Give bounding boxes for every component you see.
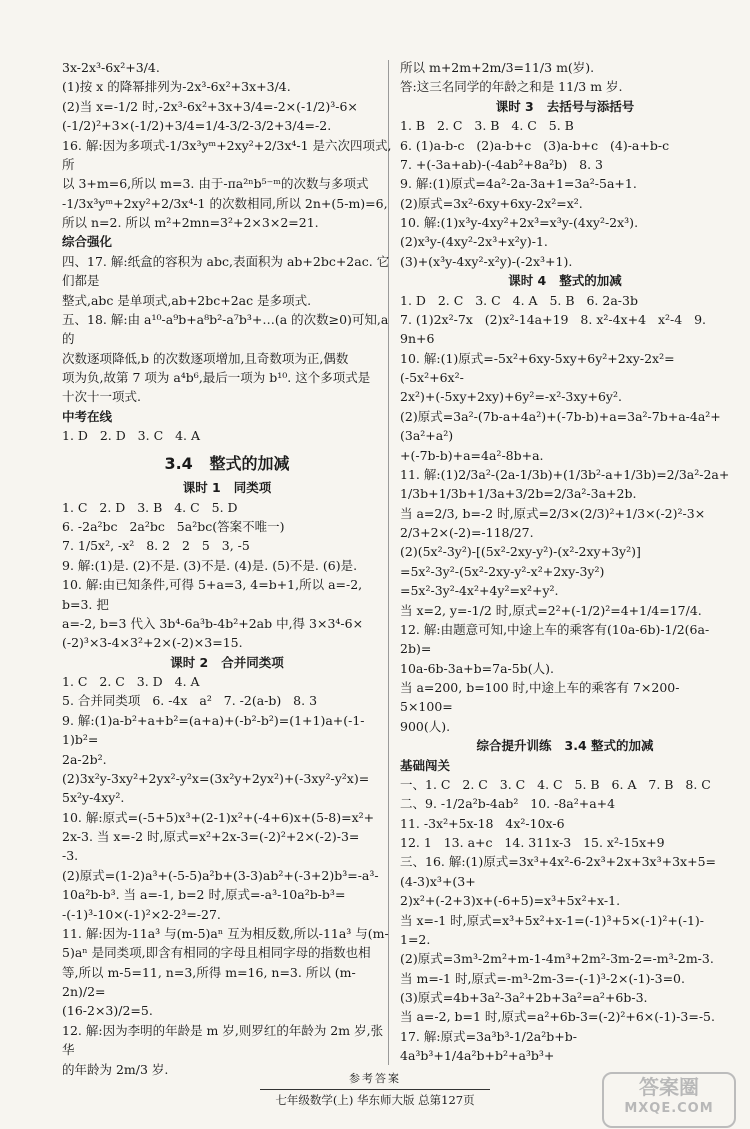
answer-line: 一、1. C 2. C 3. C 4. C 5. B 6. A 7. B 8. C	[400, 776, 711, 792]
answer-line: 1. D 2. C 3. C 4. A 5. B 6. 2a-3b	[400, 292, 638, 308]
section-label: 中考在线	[62, 408, 113, 424]
answer-line: 次数逐项降低,b 的次数逐项增加,且奇数项为正,偶数	[62, 350, 349, 366]
answer-line: 1. C 2. C 3. D 4. A	[62, 674, 200, 690]
answer-line: -3.	[62, 848, 79, 864]
answer-line: a=-2, b=3 代入 3b⁴-6a³b-4b²+2ab 中,得 3×3⁴-6×	[62, 615, 364, 631]
subsection-heading: 综合提升训练 3.4 整式的加减	[476, 738, 654, 754]
answer-line: (2)当 x=-1/2 时,-2x³-6x²+3x+3/4=-2×(-1/2)³-6×	[62, 98, 358, 114]
answer-line: 900(人).	[400, 718, 451, 734]
answer-line: (1)按 x 的降幂排列为-2x³-6x²+3x+3/4.	[62, 79, 291, 95]
subsection-heading: 课时 1 同类项	[182, 480, 272, 496]
answer-line: 五、18. 解:由 a¹⁰-a⁹b+a⁸b²-a⁷b³+…(a 的次数≥0)可知,a 的	[62, 311, 393, 347]
answer-line: 7. +(-3a+ab)-(-4ab²+8a²b) 8. 3	[400, 156, 603, 172]
answer-line: 11. -3x²+5x-18 4x²-10x-6	[400, 815, 565, 831]
right-column	[400, 58, 730, 1066]
answer-line: 10a-6b-3a+b=7a-5b(人).	[400, 660, 554, 676]
answer-line: 10. 解:(1)原式=-5x²+6xy-5xy+6y²+2xy-2x²=(-5x²+6x²-	[400, 350, 675, 385]
answer-line: (3)原式=4b+3a²-3a²+2b+3a²=a²+6b-3.	[400, 990, 648, 1005]
answer-line: 9. 解:(1)a-b²+a+b²=(a+a)+(-b²-b²)=(1+1)a+(-1-1)b²=	[62, 712, 365, 748]
answer-line: 10. 解:(1)x³y-4xy²+2x³=x³y-(4xy²-2x³).	[400, 215, 639, 230]
answer-line: 当 x=-1 时,原式=x³+5x²+x-1=(-1)³+5×(-1)²+(-1)-	[400, 912, 705, 928]
answer-line: 3x-2x³-6x²+3/4.	[62, 60, 160, 75]
answer-line: 答:这三名同学的年龄之和是 11/3 m 岁.	[400, 79, 623, 95]
answer-line: 6. -2a²bc 2a²bc 5a²bc(答案不唯一)	[62, 519, 285, 535]
watermark-url: MXQE.COM	[624, 1101, 714, 1116]
answer-line: 1=2.	[400, 931, 431, 947]
answer-line: 12. 1 13. a+c 14. 311x-3 15. x²-15x+9	[400, 835, 665, 850]
answer-line: 1. C 2. D 3. B 4. C 5. D	[62, 499, 238, 515]
answer-line: =5x²-3y²-(5x²-2xy-y²-x²+2xy-3y²)	[400, 563, 605, 579]
answer-line: (2)原式=3a²-(7b-a+4a²)+(-7b-b)+a=3a²-7b+a-4a²+(3a²+a²)	[400, 408, 721, 444]
answer-line: 11. 解:因为-11a³ 与(m-5)aⁿ 互为相反数,所以-11a³ 与(m-	[62, 925, 389, 941]
answer-line: 1. D 2. D 3. C 4. A	[62, 428, 200, 444]
answer-line: 7. (1)2x²-7x (2)x²-14a+19 8. x²-4x+4 x²-4 9. 9n+6	[400, 311, 711, 347]
answer-line: +(-7b-b)+a=4a²-8b+a.	[400, 447, 544, 463]
answer-line: 2a-2b².	[62, 751, 107, 767]
answer-line: 2x²)+(-5xy+2xy)+6y²=-x²-3xy+6y².	[400, 389, 622, 405]
answer-line: -(-1)³-10×(-1)²×2-2³=-27.	[62, 906, 221, 922]
answer-line: (2)x³y-(4xy²-2x³+x²y)-1.	[400, 234, 548, 250]
answer-line: 当 m=-1 时,原式=-m³-2m-3=-(-1)³-2×(-1)-3=0.	[400, 970, 685, 986]
answer-line: 10a²b-b³. 当 a=-1, b=2 时,原式=-a³-10a²b-b³=	[62, 887, 346, 903]
footer-page-info: 七年级数学(上) 华东师大版 总第127页	[275, 1093, 475, 1108]
answer-line: 9. 解:(1)是. (2)不是. (3)不是. (4)是. (5)不是. (6)是.	[62, 557, 358, 573]
answer-line: 10. 解:原式=(-5+5)x³+(2-1)x²+(-4+6)x+(5-8)=x²+	[62, 809, 375, 825]
answer-line: (2)原式=3x²-6xy+6xy-2x²=x².	[400, 195, 583, 211]
answer-line: (16-2×3)/2=5.	[62, 1003, 153, 1019]
answer-line: 当 a=2/3, b=-2 时,原式=2/3×(2/3)²+1/3×(-2)²-3×	[400, 505, 706, 521]
answer-line: 整式,abc 是单项式,ab+2bc+2ac 是多项式.	[62, 292, 312, 308]
answer-line: 5. 合并同类项 6. -4x a² 7. -2(a-b) 8. 3	[62, 693, 318, 709]
answer-line: 二、9. -1/2a²b-4ab² 10. -8a²+a+4	[400, 796, 616, 812]
subsection-heading: 课时 4 整式的加减	[508, 273, 622, 289]
answer-line: 当 a=-2, b=1 时,原式=a²+6b-3=(-2)²+6×(-1)-3=-5.	[400, 1009, 715, 1025]
left-column	[62, 58, 392, 1079]
answer-line: 2)x²+(-2+3)x+(-6+5)=x³+5x²+x-1.	[400, 893, 621, 909]
answer-line: 10. 解:由已知条件,可得 5+a=3, 4=b+1,所以 a=-2, b=3. 把	[62, 577, 367, 612]
answer-line: (-2)³×3-4×3²+2×(-2)×3=15.	[62, 635, 243, 651]
answer-line: 项为负,故第 7 项为 a⁴b⁶,最后一项为 b¹⁰. 这个多项式是	[62, 370, 371, 385]
footer-title: 参考答案	[349, 1072, 401, 1085]
answer-line: 当 x=2, y=-1/2 时,原式=2²+(-1/2)²=4+1/4=17/4.	[400, 602, 702, 618]
answer-line: 十次十一项式.	[62, 389, 141, 405]
answer-line: (-1/2)²+3×(-1/2)+3/4=1/4-3/2-3/2+3/4=-2.	[62, 118, 332, 134]
answer-line: 1/3b+1/3b+1/3a+3/2b=2/3a²-3a+2b.	[400, 486, 637, 502]
answer-line: 所以 n=2. 所以 m²+2mn=3²+2×3×2=21.	[62, 215, 319, 230]
answer-line: 6. (1)a-b-c (2)a-b+c (3)a-b+c (4)-a+b-c	[400, 137, 670, 153]
answer-line: 17. 解:原式=3a³b³-1/2a²b+b-4a³b³+1/4a²b+b²+a³b³+	[400, 1028, 577, 1064]
answer-line: (2)3x²y-3xy²+2yx²-y²x=(3x²y+2yx²)+(-3xy²-y²x)=	[62, 770, 370, 786]
answer-line: 5)aⁿ 是同类项,即含有相同的字母且相同字母的指数也相	[62, 945, 371, 961]
answer-line: 四、17. 解:纸盒的容积为 abc,表面积为 ab+2bc+2ac. 它们都是	[62, 253, 390, 289]
answer-line: 9. 解:(1)原式=4a²-2a-3a+1=3a²-5a+1.	[400, 176, 637, 192]
subsection-heading: 课时 2 合并同类项	[170, 654, 284, 670]
watermark-text: 答案圈	[639, 1075, 699, 1099]
footer-rule	[260, 1089, 490, 1090]
answer-line: (2)(5x²-3y²)-[(5x²-2xy-y²)-(x²-2xy+3y²)]	[400, 544, 641, 560]
answer-line: 16. 解:因为多项式-1/3x³yᵐ+2xy²+2/3x⁴-1 是六次四项式,所	[62, 137, 392, 172]
answer-line: 11. 解:(1)2/3a²-(2a-1/3b)+(1/3b²-a+1/3b)=2/3a²-2a+	[400, 466, 730, 482]
section-heading: 3.4 整式的加减	[164, 453, 290, 473]
watermark-logo	[602, 1072, 736, 1128]
subsection-heading: 课时 3 去括号与添括号	[495, 98, 635, 114]
answer-line: 以 3+m=6,所以 m=3. 由于-πa²ⁿb⁵⁻ᵐ的次数与多项式	[62, 176, 369, 192]
answer-line: 2/3+2×(-2)=-118/27.	[400, 525, 534, 540]
answer-line: 所以 m+2m+2m/3=11/3 m(岁).	[400, 60, 595, 75]
answer-line: -1/3x³yᵐ+2xy²+2/3x⁴-1 的次数相同,所以 2n+(5-m)=6,	[62, 195, 388, 211]
answer-line: 5x²y-4xy².	[62, 790, 125, 806]
answer-line: 等,所以 m-5=11, n=3,所得 m=16, n=3. 所以 (m-2n)/2=	[62, 964, 356, 1000]
answer-line: (3)+(x³y-4xy²-x²y)-(-2x³+1).	[400, 253, 573, 269]
answer-line: 12. 解:因为李明的年龄是 m 岁,则罗红的年龄为 2m 岁,张华	[62, 1022, 384, 1058]
section-label: 综合强化	[62, 234, 113, 250]
answer-line: 的年龄为 2m/3 岁.	[62, 1061, 169, 1077]
answer-line: 2x-3. 当 x=-2 时,原式=x²+2x-3=(-2)²+2×(-2)-3=	[62, 829, 360, 845]
answer-line: 12. 解:由题意可知,中途上车的乘客有(10a-6b)-1/2(6a-2b)=	[400, 621, 710, 657]
answer-line: 当 a=200, b=100 时,中途上车的乘客有 7×200-5×100=	[400, 680, 680, 715]
answer-line: (2)原式=(1-2)a³+(-5-5)a²b+(3-3)ab²+(-3+2)b³=-a³-	[62, 867, 379, 883]
answer-line: =5x²-3y²-4x²+4y²=x²+y².	[400, 583, 559, 599]
answer-line: 7. 1/5x², -x² 8. 2 2 5 3, -5	[62, 538, 250, 554]
section-label: 基础闯关	[400, 757, 451, 773]
answer-line: 1. B 2. C 3. B 4. C 5. B	[400, 118, 574, 134]
answer-line: 三、16. 解:(1)原式=3x³+4x²-6-2x³+2x+3x³+3x+5=(4-3)x³+(3+	[400, 854, 716, 889]
answer-line: (2)原式=3m³-2m²+m-1-4m³+2m²-3m-2=-m³-2m-3.	[400, 951, 714, 967]
